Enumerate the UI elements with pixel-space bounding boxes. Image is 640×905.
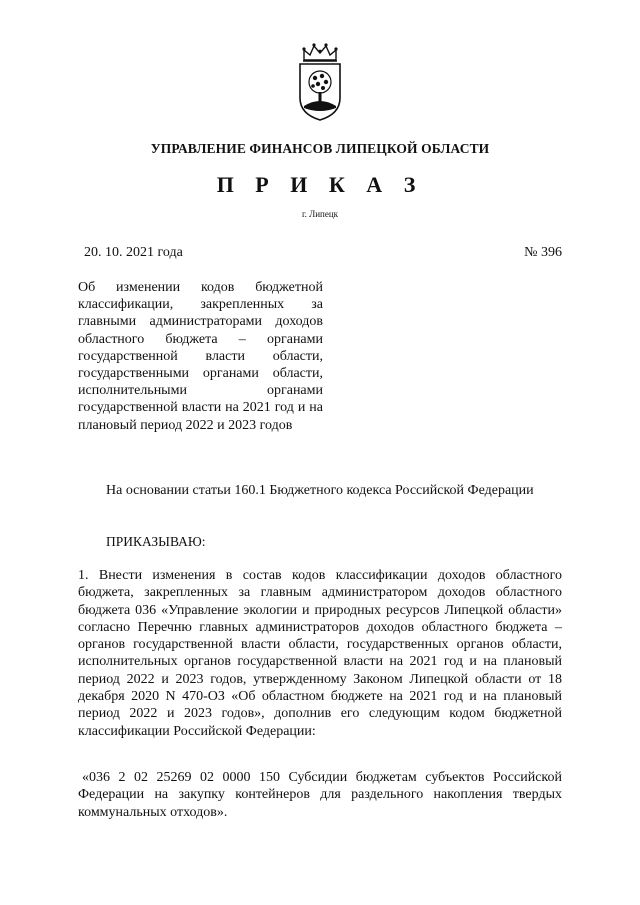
lipetsk-coat-of-arms-icon bbox=[292, 42, 348, 122]
budget-code-paragraph: «036 2 02 25269 02 0000 150 Субсидии бюджетам субъектов Российской Федерации на закупку контейнеров для раздельного накопления твердых коммунальных отходов». bbox=[78, 770, 562, 820]
order-item-1: 1. Внести изменения в состав кодов классификации доходов областного бюджета, закрепленных за главным администратором доходов областного бюджета 036 «Управление экологии и природных ресурсов Липецкой области» согласно Перечню главных администраторов доходов областного бюджета – органов государственной власти области, государственных органов области, исполнительных органов государственной власти на 2021 год и на плановый период 2022 и 2023 годов, утвержденному Законом Липецкой области от 18 декабря 2020 N 470-ОЗ «Об областном бюджете на 2021 год и на плановый период 2022 и 2023 годов», дополнив его следующим кодом бюджетной классификации Российской Федерации: bbox=[78, 568, 562, 739]
document-date: 20. 10. 2021 года bbox=[84, 245, 183, 260]
document-type-title: П Р И К А З bbox=[216, 172, 424, 197]
document-number: № 396 bbox=[524, 245, 562, 260]
organization-title: УПРАВЛЕНИЕ ФИНАНСОВ ЛИПЕЦКОЙ ОБЛАСТИ bbox=[150, 141, 490, 156]
city-label: г. Липецк bbox=[301, 209, 339, 219]
document-subject: Об изменении кодов бюджетной классификации, закрепленных за главными администраторами доходов областного бюджета – органами государственной власти области, государственными органами области, исполнительными органами государственной власти на 2021 год и на плановый период 2022 и 2023 годов bbox=[78, 280, 323, 433]
order-word: ПРИКАЗЫВАЮ: bbox=[106, 534, 206, 549]
basis-paragraph: На основании статьи 160.1 Бюджетного кодекса Российской Федерации bbox=[106, 483, 534, 498]
